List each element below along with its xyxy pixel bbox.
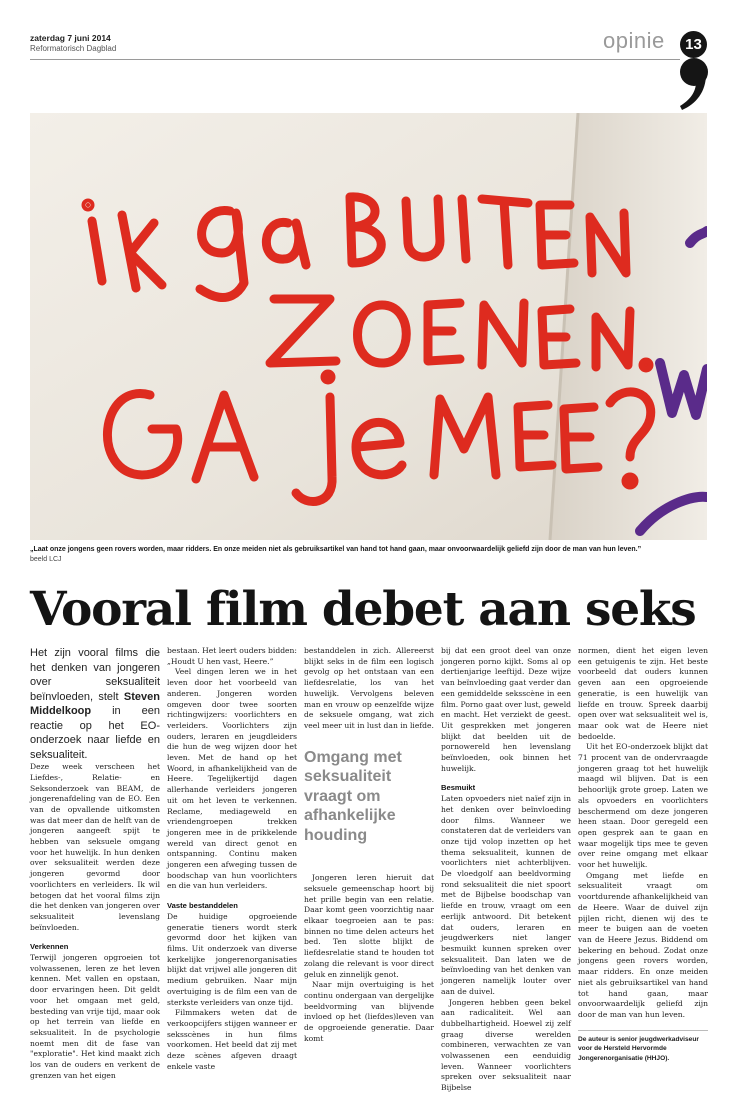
- body-paragraph: Omgang met liefde en seksualiteit vraagt om voortdurende afhankelijkheid van de Heere. Waar de duivel zijn pijlen richt, dienen wij des te meer te buigen aan de voeten van de Heere Jezus. Biddend om bekering en behoud. Zodat onze jongens geen rovers worden, maar ridders. En onze meiden niet als gebruiksartikel van hand tot hand gaan, maar onvoorwaardelijk geliefd zijn door de man van hun leven.: [578, 870, 709, 1019]
- body-paragraph: De huidige opgroeiende generatie tieners wordt sterk gevormd door het kijken van films. Uit onderzoek van diverse kerkelijke jongerenorganisaties blijkt dat vrijwel alle jongeren dit medium gebruiken. Naar mijn overtuiging is de film een van de sterkste verleiders van onze tijd.: [167, 911, 297, 1007]
- body-paragraph: Laten opvoeders niet naïef zijn in het denken over beïnvloeding door films. Wanneer we constateren dat de verleiders van onze tijd volop inzetten op het thema seksualiteit, kunnen de voorlichters niet achterblijven. De vloedgolf aan beeldvorming rond seksualiteit die niet spoort met de Bijbelse boodschap van liefde en trouw, vraagt om een eerlijk antwoord. Dit betekent dat ouders, leraren en jeugdwerkers niet langer besmuikt kunnen spreken over seksualiteit. Dan laten we de beïnvloeding van het denken van jongeren namelijk louter over aan de duivel.: [441, 794, 571, 996]
- body-paragraph: Deze week verscheen het Liefdes-, Relatie- en Seksonderzoek van BEAM, de jongerenafdeling van de EO. Een van de opvallende uitkomsten was dat meer dan de helft van de jongeren aangeeft spijt te hebben van seksuele omgang voor het huwelijk. In hun denken over seksualiteit werden deze jongeren gevormd door voorlichters en verleiders. Ik wil betogen dat het vooral films zijn die het denken van jongeren over seksualiteit levenslang beïnvloeden.: [30, 762, 160, 932]
- body-paragraph: Jongeren leren hieruit dat seksuele gemeenschap hoort bij het prille begin van een relatie. Daar komt geen voorzichtig naar elkaar toegroeien aan te pas: binnen no time delen acteurs het bed. Ten slotte blijkt de liefdesrelatie stand te houden tot zolang die relevant is voor direct geluk en zinnelijk genot.: [304, 873, 434, 979]
- body-paragraph: normen, dient het eigen leven een getuigenis te zijn. Het beste voorbeeld dat ouders kunnen geven aan een opgroeiende generatie, is een huwelijk van liefde en trouw. Spreek daarbij open over wat seksualiteit wel is, maar ook wat de Heere niet bedoelde.: [578, 646, 708, 741]
- body-paragraph: Filmmakers weten dat de verkoopcijfers stijgen wanneer er seksscènes in hun films voorkomen. Het beeld dat zij met deze scènes afgeven draagt enkele vaste: [167, 1008, 297, 1071]
- subheading-verkennen: Verkennen: [30, 942, 69, 952]
- pull-quote: Omgang met seksualiteit vraagt om afhankelijke houding: [304, 748, 402, 844]
- body-paragraph: Naar mijn overtuiging is het continu ondergaan van dergelijke beeldvorming van blijvende invloed op het (liefdes)leven van de opgroeiende generatie. Daar komt: [304, 980, 434, 1043]
- article-column-4: [441, 646, 571, 1094]
- subheading-vaste-bestanddelen: Vaste bestanddelen: [167, 901, 238, 911]
- article-column-2: [167, 646, 297, 1072]
- graffiti-photo: [30, 113, 707, 540]
- article-column-5: [578, 646, 708, 1063]
- photo-credit: beeld LCJ: [30, 556, 62, 563]
- body-paragraph: bestanddelen in zich. Allereerst blijkt seks in de film een logisch gevolg op het ontstaan van een liefdesrelatie, los van het huwelijk. Vervolgens beleven man en vrouw op eenzelfde wijze de seksuele omgang, wat zich veel meer uit in lust dan in liefde.: [304, 646, 434, 730]
- article-column-3: [304, 646, 434, 1044]
- comma-logo-icon: [676, 56, 712, 112]
- body-paragraph: bij dat een groot deel van onze jongeren porno kijkt. Soms al op dertienjarige leeftijd. Deze wijze van beïnvloeding gaat verder dan een gemiddelde seksscène in een film. Porno gaat over lust, geweld en macht. Het verziekt de geest. Uit gesprekken met jongeren blijkt dat beelden uit de pornowereld hen levenslang beïnvloeden, ook binnen het huwelijk.: [441, 646, 571, 773]
- body-paragraph: Uit het EO-onderzoek blijkt dat 71 procent van de ondervraagde jongeren graag tot het huwelijk maagd wil blijven. Dat is een behoorlijk grote groep. Laten we als opvoeders en voorlichters beschermend om deze jongeren heen staan. Door geregeld een open gesprek aan te gaan en waar mogelijk tips mee te geven over reine omgang met elkaar voor het huwelijk.: [578, 742, 708, 870]
- subheading-besmuikt: Besmuikt: [441, 783, 476, 793]
- issue-date: zaterdag 7 juni 2014: [30, 33, 111, 43]
- section-label: opinie: [603, 28, 665, 53]
- body-paragraph: Terwijl jongeren opgroeien tot volwassenen, leren ze het leven kennen. Met vallen en opstaan, door ervaringen heen. Dit geldt voor het omgaan met geld, besteding van vrije tijd, maar ook op het terrein van liefde en seksualiteit. In de psychologie noemt men dit de fase van "exploratie". Het kind maakt zich los van de ouders en verkent de grenzen van het eigen: [30, 953, 160, 1080]
- photo-caption: „Laat onze jongens geen rovers worden, maar ridders. En onze meiden niet als gebruiksartikel van hand tot hand gaan, maar onvoorwaardelijk geliefd zijn door de man van hun leven.”: [30, 546, 642, 553]
- author-name: Steven Middelkoop: [30, 690, 160, 718]
- body-paragraph: Jongeren hebben geen bekel aan radicaliteit. Wel aan dubbelhartigheid. Hoewel zij zelf graag diverse werelden combineren, verwachten ze van volwassenen een eenduidig leven. Wanneer voorlichters spreken over seksualiteit naar Bijbelse: [441, 997, 571, 1093]
- body-paragraph: bestaan. Het leert ouders bidden: „Houdt U hen vast, Heere.”: [167, 646, 297, 666]
- author-note: De auteur is senior jeugdwerkadviseur voor de Hersteld Hervormde Jongerenorganisatie (HHJO).: [578, 1030, 708, 1064]
- newspaper-name: Reformatorisch Dagblad: [30, 44, 117, 53]
- article-column-1: [30, 646, 160, 1082]
- body-paragraph: Veel dingen leren we in het leven door het voorbeeld van anderen. Jongeren worden omgeven door twee soorten richtingwijzers: voorlichters en verleiders. Voorlichters zijn ouders, leraren en jeugdleiders die hun de weg wijzen door het leven. Met de hand op het Woord, in afhankelijkheid van de Heere. Tegelijkertijd dagen allerhande verleiders jongeren uit om het leven te verkennen. Reclame, mediageweld en vriendengroepen trekken jongeren mee in de prikkelende wereld van direct genot en ontspanning. Continu maken jongeren een afweging tussen de boodschap van hun voorlichters en die van hun verleiders.: [167, 667, 297, 891]
- graffiti-wall-image: [30, 113, 707, 540]
- article-lead: Het zijn vooral films die het denken van jongeren over seksualiteit beïnvloeden, stelt Steven Middelkoop in een reactie op het EO-onderzoek naar liefde en seksualiteit.: [30, 647, 160, 761]
- article-headline: Vooral film debet aan seks: [30, 582, 696, 637]
- header-rule: [30, 59, 680, 60]
- page-number-badge: 13: [680, 31, 707, 58]
